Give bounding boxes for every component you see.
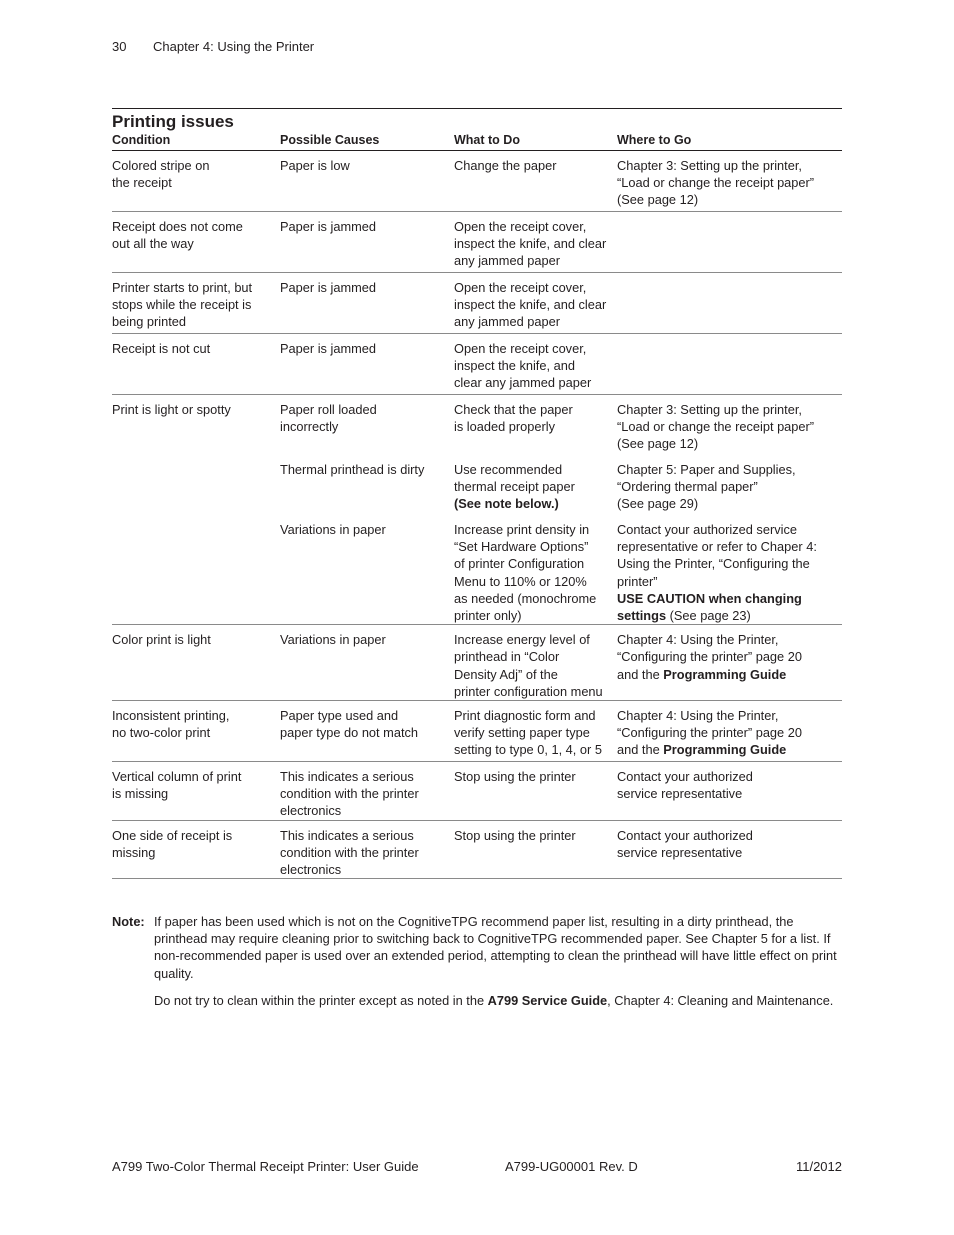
- todo-text: is loaded properly: [454, 419, 556, 435]
- chapter-title: Chapter 4: Using the Printer: [153, 39, 315, 54]
- todo-entry: [454, 461, 613, 521]
- todo-text: Menu to 110% or 120%: [454, 573, 587, 589]
- cause-cell: [280, 625, 454, 701]
- todo-text: clear any jammed paper: [454, 375, 592, 391]
- running-head: [112, 39, 314, 55]
- col-header-todo: What to Do: [454, 133, 617, 151]
- where-text: Contact your authorized: [617, 769, 753, 785]
- condition-text: stops while the receipt is: [112, 297, 252, 313]
- todo-entry: [454, 401, 613, 461]
- where-cell: [617, 762, 842, 821]
- where-text: and the: [617, 666, 664, 682]
- caution-text: settings: [617, 608, 667, 624]
- where-text: Chapter 3: Setting up the printer,: [617, 158, 802, 173]
- todo-cell: [454, 151, 617, 212]
- where-text: “Load or change the receipt paper”: [617, 419, 815, 435]
- condition-cell: [112, 820, 280, 879]
- cause-text: Paper roll loaded: [280, 402, 377, 417]
- page-number: 30: [112, 39, 127, 54]
- where-text: Chapter 4: Using the Printer,: [617, 708, 779, 724]
- cause-text: Paper is jammed: [280, 219, 377, 234]
- todo-text: printhead in “Color: [454, 649, 560, 665]
- todo-text: setting to type 0, 1, 4, or 5: [454, 742, 602, 758]
- cause-text: Variations in paper: [280, 632, 386, 648]
- note-label: Note:: [112, 914, 145, 929]
- col-header-causes: Possible Causes: [280, 133, 454, 151]
- cause-text: Variations in paper: [280, 522, 386, 537]
- condition-cell: [112, 151, 280, 212]
- todo-text: Stop using the printer: [454, 827, 576, 843]
- where-cell: [617, 212, 842, 273]
- table-row: [112, 762, 842, 821]
- todo-text: inspect the knife, and clear: [454, 297, 607, 313]
- cause-cell: [280, 395, 454, 625]
- condition-cell: [112, 334, 280, 395]
- condition-text: missing: [112, 844, 156, 860]
- where-text: Chapter 5: Paper and Supplies,: [617, 462, 796, 477]
- todo-text: any jammed paper: [454, 314, 560, 330]
- table-body: [112, 151, 842, 879]
- todo-text: Open the receipt cover,: [454, 341, 587, 356]
- cause-text: condition with the printer: [280, 844, 419, 860]
- condition-cell: [112, 625, 280, 701]
- where-text: printer”: [617, 573, 658, 589]
- todo-text: Open the receipt cover,: [454, 280, 587, 295]
- cause-cell: [280, 334, 454, 395]
- todo-cell: [454, 701, 617, 762]
- where-cell: [617, 820, 842, 879]
- where-guide-line: [617, 666, 838, 683]
- cause-cell: [280, 820, 454, 879]
- col-header-condition: Condition: [112, 133, 280, 151]
- cause-text: Paper is low: [280, 158, 350, 173]
- footer-date: 11/2012: [795, 1159, 842, 1174]
- cause-cell: [280, 151, 454, 212]
- condition-text: Receipt does not come: [112, 219, 243, 234]
- cause-text: incorrectly: [280, 419, 339, 435]
- cause-text: Paper is jammed: [280, 341, 377, 356]
- table-row: [112, 151, 842, 212]
- note-paragraph: If paper has been used which is not on the CognitiveTPG recommend paper list, resulting in a dirty printhead, the printhead may require cleaning prior to switching back to CognitiveTPG recommended paper. See Chapter 5 for a list. If non-recommended paper is used over an extended period, attempting to clean the printhead will have little effect on print quality.: [154, 914, 837, 981]
- cause-text: condition with the printer: [280, 786, 419, 802]
- todo-cell: [454, 273, 617, 334]
- programming-guide-ref: Programming Guide: [663, 666, 787, 682]
- cause-text: Paper is jammed: [280, 280, 377, 295]
- where-text: (See page 12): [617, 436, 699, 452]
- table-header-row: [112, 133, 842, 151]
- todo-text: verify setting paper type: [454, 725, 590, 741]
- where-text: “Configuring the printer” page 20: [617, 725, 802, 741]
- condition-text: the receipt: [112, 175, 172, 191]
- condition-text: no two-color print: [112, 725, 211, 741]
- where-entry: [617, 461, 838, 521]
- cause-entry: [280, 401, 450, 461]
- condition-cell: [112, 273, 280, 334]
- todo-text: Increase print density in: [454, 522, 590, 537]
- todo-text: “Set Hardware Options”: [454, 539, 589, 555]
- condition-cell: [112, 212, 280, 273]
- printing-issues-table: [112, 133, 842, 879]
- cause-cell: [280, 212, 454, 273]
- where-text: service representative: [617, 786, 743, 802]
- where-cell: [617, 273, 842, 334]
- cause-cell: [280, 762, 454, 821]
- cause-text: This indicates a serious: [280, 827, 414, 843]
- todo-cell: [454, 395, 617, 625]
- where-text: Chapter 3: Setting up the printer,: [617, 402, 802, 417]
- section-title: Printing issues: [112, 112, 234, 131]
- where-text: representative or refer to Chaper 4:: [617, 539, 817, 555]
- where-cell: [617, 395, 842, 625]
- printing-issues-section: [112, 108, 842, 879]
- todo-text: Print diagnostic form and: [454, 708, 596, 724]
- table-row: [112, 334, 842, 395]
- where-text: Contact your authorized service: [617, 522, 797, 537]
- condition-text: Receipt is not cut: [112, 341, 211, 356]
- condition-text: is missing: [112, 786, 169, 802]
- todo-note-ref: (See note below.): [454, 496, 559, 512]
- cause-cell: [280, 273, 454, 334]
- caution-line: [617, 607, 838, 624]
- where-text: “Ordering thermal paper”: [617, 479, 758, 495]
- where-text: “Load or change the receipt paper”: [617, 175, 815, 191]
- todo-text: inspect the knife, and clear: [454, 236, 607, 252]
- condition-text: being printed: [112, 314, 186, 330]
- todo-text: of printer Configuration: [454, 556, 585, 572]
- page-ref: (See page 23): [666, 608, 751, 624]
- todo-text: Density Adj” of the: [454, 666, 558, 682]
- todo-text: printer only): [454, 608, 522, 624]
- where-text: Chapter 4: Using the Printer,: [617, 632, 779, 648]
- todo-cell: [454, 762, 617, 821]
- where-text: service representative: [617, 844, 743, 860]
- condition-cell: [112, 395, 280, 625]
- where-text: (See page 12): [617, 192, 699, 208]
- note-text: , Chapter 4: Cleaning and Maintenance.: [607, 992, 834, 1008]
- todo-cell: [454, 212, 617, 273]
- where-cell: [617, 701, 842, 762]
- where-text: Contact your authorized: [617, 827, 753, 843]
- service-guide-ref: A799 Service Guide: [487, 992, 608, 1008]
- todo-cell: [454, 625, 617, 701]
- cause-text: Paper type used and: [280, 708, 399, 724]
- todo-text: Increase energy level of: [454, 632, 590, 648]
- condition-text: Vertical column of print: [112, 769, 242, 785]
- cause-text: electronics: [280, 803, 342, 819]
- table-row: [112, 212, 842, 273]
- where-entry: [617, 521, 838, 624]
- where-text: and the: [617, 742, 664, 758]
- condition-text: Print is light or spotty: [112, 402, 231, 417]
- where-entry: [617, 401, 838, 461]
- note-body: [154, 913, 842, 1009]
- todo-text: Use recommended: [454, 462, 563, 477]
- note-text: Do not try to clean within the printer except as noted in the: [154, 992, 488, 1008]
- todo-text: Stop using the printer: [454, 769, 576, 785]
- cause-text: This indicates a serious: [280, 769, 414, 785]
- where-cell: [617, 334, 842, 395]
- caution-text: USE CAUTION when changing: [617, 590, 802, 606]
- condition-text: Printer starts to print, but: [112, 280, 253, 295]
- where-cell: [617, 625, 842, 701]
- cause-text: paper type do not match: [280, 725, 419, 741]
- cause-text: Thermal printhead is dirty: [280, 462, 425, 477]
- todo-text: thermal receipt paper: [454, 479, 575, 495]
- cause-entry: [280, 521, 450, 624]
- condition-text: One side of receipt is: [112, 827, 233, 843]
- condition-text: Inconsistent printing,: [112, 708, 230, 724]
- where-cell: [617, 151, 842, 212]
- cause-text: electronics: [280, 862, 342, 878]
- condition-cell: [112, 762, 280, 821]
- footer-title: A799 Two-Color Thermal Receipt Printer: User Guide: [112, 1159, 419, 1174]
- condition-text: Colored stripe on: [112, 158, 210, 173]
- programming-guide-ref: Programming Guide: [663, 742, 787, 758]
- where-text: “Configuring the printer” page 20: [617, 649, 802, 665]
- todo-text: Open the receipt cover,: [454, 219, 587, 234]
- todo-cell: [454, 334, 617, 395]
- table-row: [112, 395, 842, 625]
- todo-text: printer configuration menu: [454, 683, 603, 699]
- todo-text: as needed (monochrome: [454, 590, 597, 606]
- col-header-where: Where to Go: [617, 133, 842, 151]
- where-text: Using the Printer, “Configuring the: [617, 556, 810, 572]
- footer-doc-number: A799-UG00001 Rev. D: [505, 1159, 638, 1174]
- condition-text: Color print is light: [112, 632, 211, 648]
- table-row: [112, 273, 842, 334]
- where-guide-line: [617, 741, 838, 758]
- cause-entry: [280, 461, 450, 521]
- todo-text: any jammed paper: [454, 253, 560, 269]
- table-row: [112, 701, 842, 762]
- todo-text: inspect the knife, and: [454, 358, 575, 374]
- cause-cell: [280, 701, 454, 762]
- condition-text: out all the way: [112, 236, 194, 252]
- note-paragraph-2: [154, 992, 842, 1009]
- where-text: (See page 29): [617, 496, 699, 512]
- table-row: [112, 820, 842, 879]
- condition-cell: [112, 701, 280, 762]
- todo-cell: [454, 820, 617, 879]
- note: [112, 913, 842, 1019]
- todo-text: Change the paper: [454, 158, 557, 173]
- todo-entry: [454, 521, 613, 624]
- table-row: [112, 625, 842, 701]
- todo-text: Check that the paper: [454, 402, 573, 417]
